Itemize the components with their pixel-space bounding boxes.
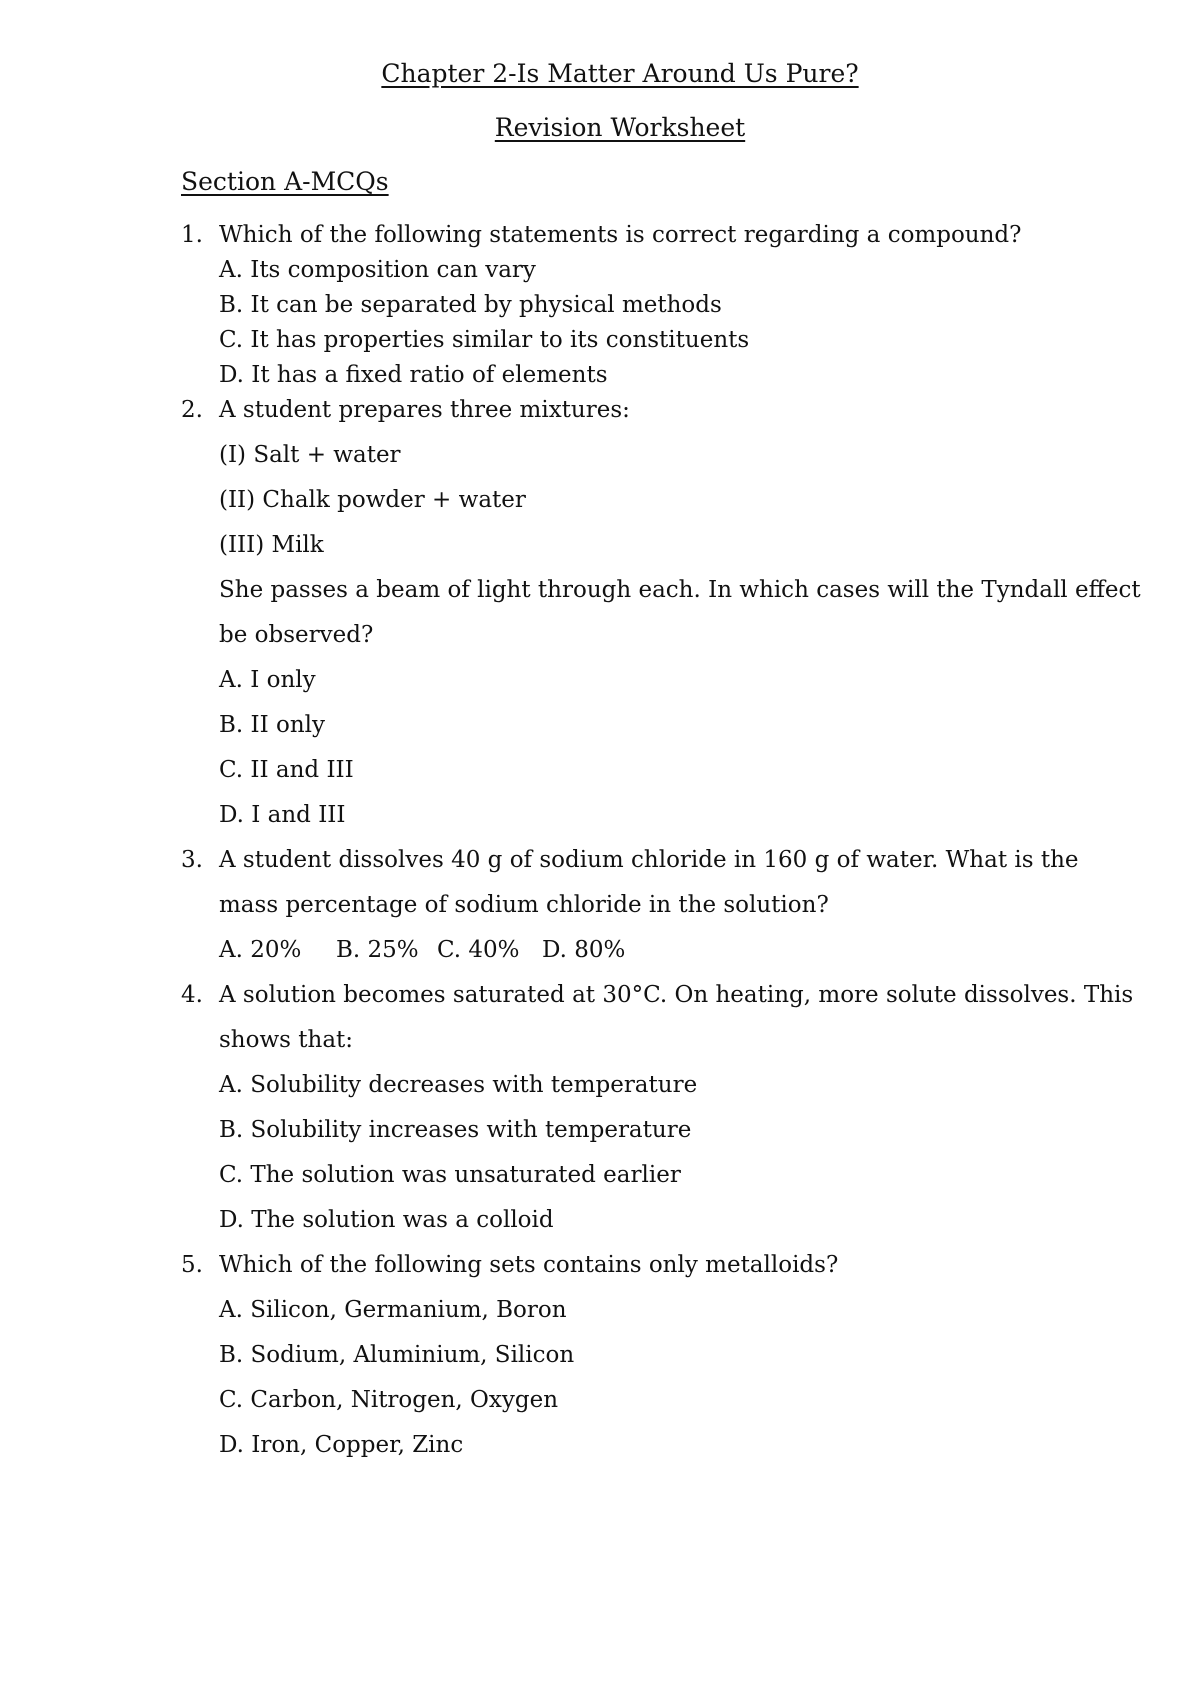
mixture-item: (III) Milk xyxy=(219,532,324,558)
question-number: 2. xyxy=(181,397,203,423)
question-text: A student dissolves 40 g of sodium chloride in 160 g of water. What is the xyxy=(219,847,1079,873)
option: B. II only xyxy=(219,712,326,738)
option: A. I only xyxy=(219,667,316,693)
option: A. Silicon, Germanium, Boron xyxy=(219,1297,567,1323)
question-text: Which of the following statements is correct regarding a compound? xyxy=(219,222,1022,248)
option: B. Sodium, Aluminium, Silicon xyxy=(219,1342,575,1368)
mixture-item: (II) Chalk powder + water xyxy=(219,487,526,513)
option: D. I and III xyxy=(219,802,346,828)
section-heading: Section A-MCQs xyxy=(181,167,389,196)
option: C. II and III xyxy=(219,757,354,783)
question-text: A solution becomes saturated at 30°C. On heating, more solute dissolves. This xyxy=(219,982,1134,1008)
option: C. It has properties similar to its constituents xyxy=(219,327,750,353)
question-text: shows that: xyxy=(219,1027,354,1053)
option: A. Its composition can vary xyxy=(219,257,536,283)
question-number: 1. xyxy=(181,222,203,248)
page-title: Chapter 2-Is Matter Around Us Pure? xyxy=(381,59,859,88)
option: A. Solubility decreases with temperature xyxy=(219,1072,698,1098)
question-text: A student prepares three mixtures: xyxy=(219,397,630,423)
option: D. The solution was a colloid xyxy=(219,1207,554,1233)
page-subtitle: Revision Worksheet xyxy=(494,113,746,142)
option: C. Carbon, Nitrogen, Oxygen xyxy=(219,1387,559,1413)
option: D. It has a fixed ratio of elements xyxy=(219,362,608,388)
option: D. Iron, Copper, Zinc xyxy=(219,1432,464,1458)
question-text: mass percentage of sodium chloride in the solution? xyxy=(219,892,829,918)
option: C. 40% xyxy=(437,937,520,963)
question-text: Which of the following sets contains only metalloids? xyxy=(219,1252,839,1278)
option: B. 25% xyxy=(336,937,419,963)
option: D. 80% xyxy=(542,937,626,963)
option: B. Solubility increases with temperature xyxy=(219,1117,692,1143)
option: C. The solution was unsaturated earlier xyxy=(219,1162,681,1188)
question-number: 4. xyxy=(181,982,203,1008)
question-text: She passes a beam of light through each. In which cases will the Tyndall effect xyxy=(219,577,1141,603)
question-number: 3. xyxy=(181,847,203,873)
mixture-item: (I) Salt + water xyxy=(219,442,401,468)
option: B. It can be separated by physical methods xyxy=(219,292,722,318)
question-text: be observed? xyxy=(219,622,374,648)
question-number: 5. xyxy=(181,1252,203,1278)
option: A. 20% xyxy=(219,937,302,963)
